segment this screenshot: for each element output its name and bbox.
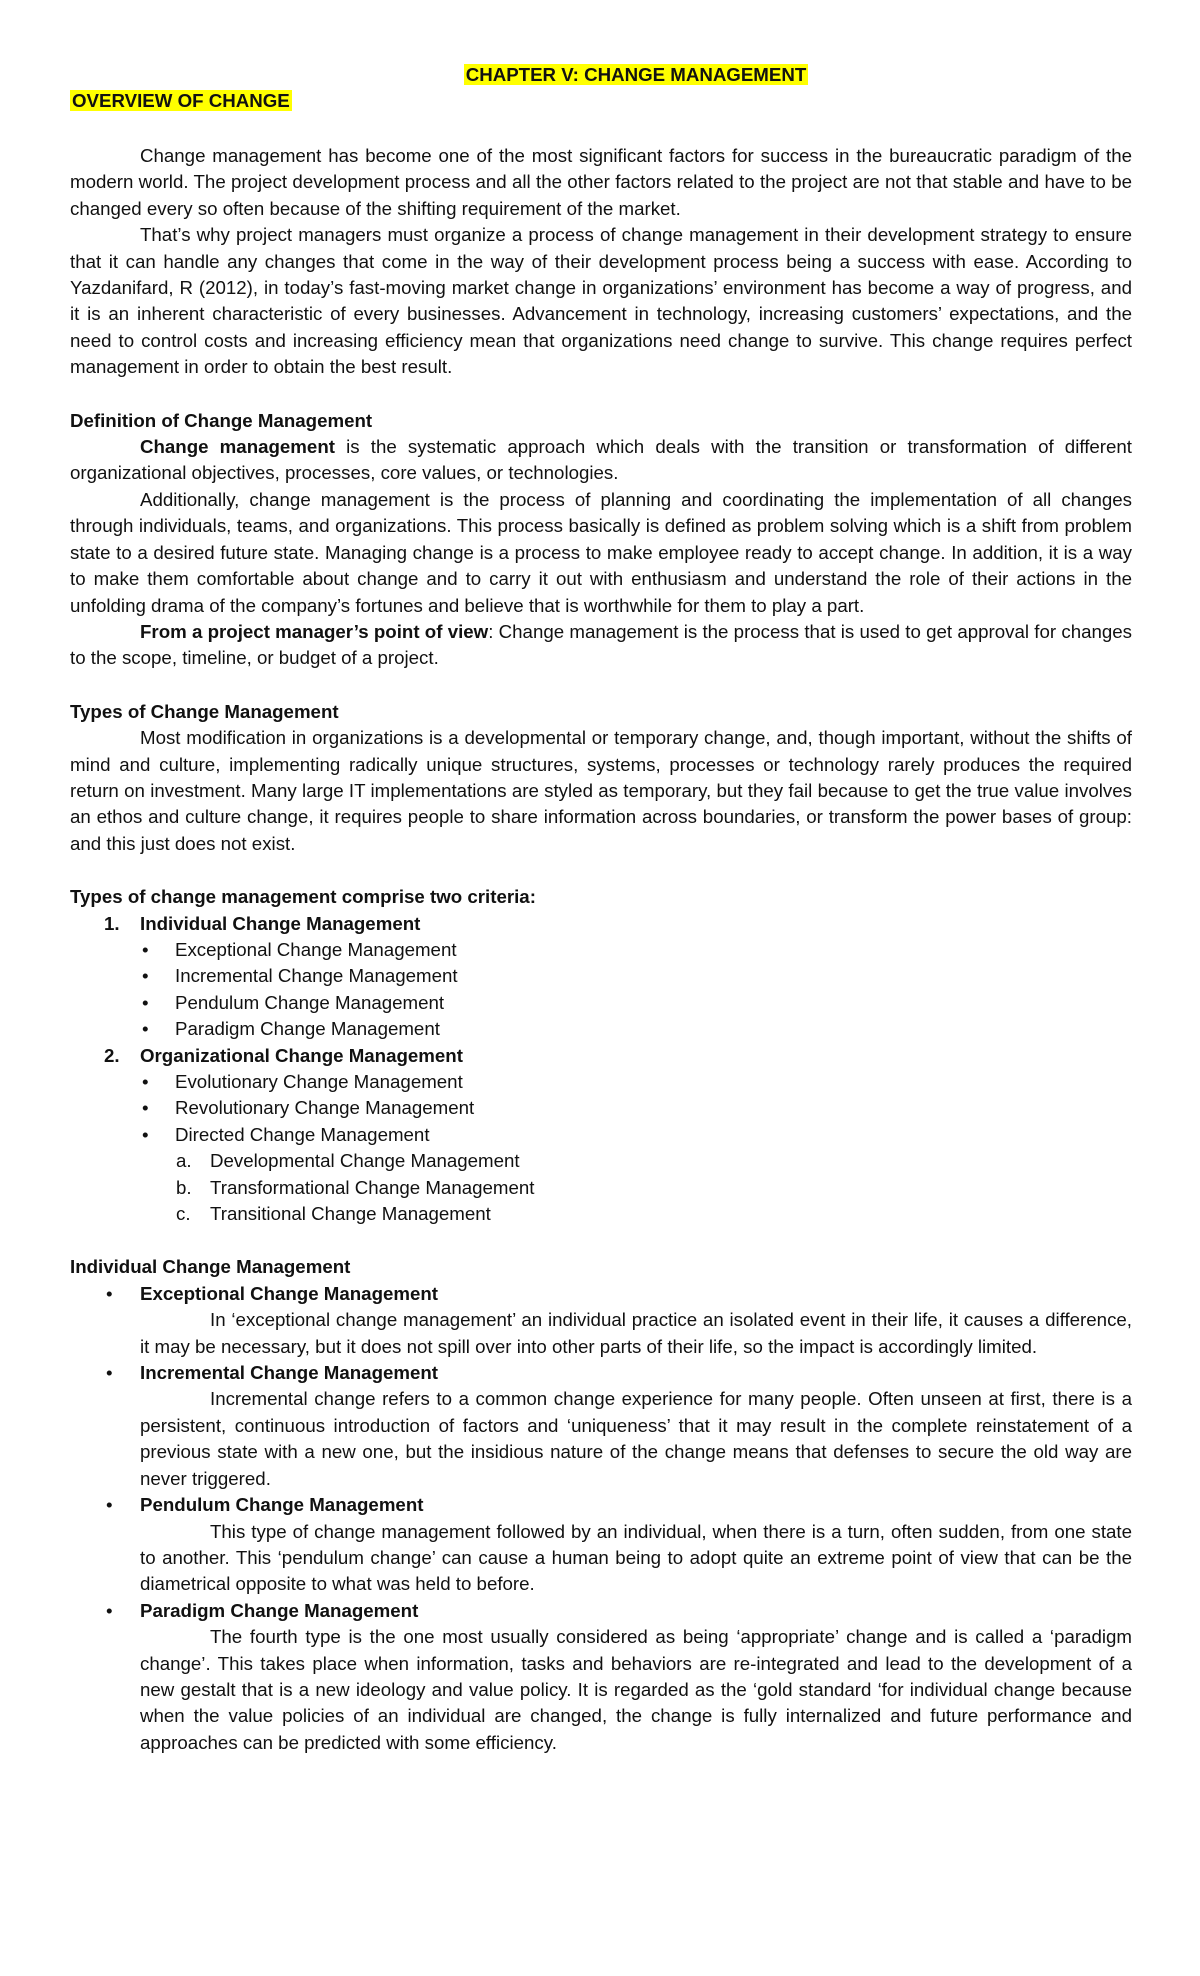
pm-view-term: From a project manager’s point of view	[140, 620, 489, 642]
pm-view-text: : Change management is the process that is used to get approval for changes to the scope, timeline, or budget of a project.	[70, 620, 1132, 669]
list-item: • Exceptional Change Management	[140, 937, 1132, 963]
criteria-number: 1.	[104, 912, 120, 934]
types-heading: Types of Change Management	[70, 700, 339, 722]
individual-heading: Individual Change Management	[70, 1256, 351, 1278]
definition-paragraph: Additionally, change management is the process of planning and coordinating the implementation of all changes through individuals, teams, and organizations. This process basically is defined as problem solving which is a shift from problem state to a desired future state. Managing change is a process to make employee ready to accept change. In addition, it is a way to make them comfortable about change and to carry it out with enthusiasm and understand the role of their actions in the unfolding drama of the company’s fortunes and believe that is worthwhile for them to play a part.	[70, 488, 1132, 616]
list-item: a. Developmental Change Management	[176, 1150, 520, 1172]
directed-sublist	[175, 1148, 1132, 1227]
document-page	[70, 62, 1132, 1756]
criteria-item	[70, 1043, 1132, 1228]
chapter-title-row	[140, 62, 1132, 88]
section-item	[70, 1492, 1132, 1598]
bullet-icon: •	[142, 1097, 149, 1119]
bullet-icon: •	[106, 1494, 113, 1516]
criteria-number: 2.	[104, 1044, 120, 1066]
list-item: • Directed Change Management a. Developmental Change Management b. Transformational Change Management c. Transitional Change Management	[140, 1122, 1132, 1228]
section-title: Exceptional Change Management	[140, 1282, 439, 1304]
section-text: Incremental change refers to a common change experience for many people. Often unseen at first, there is a persistent, continuous introduction of factors and ‘uniqueness’ that it may result in the complete reinstatement of a previous state with a new one, but the insidious nature of the change means that defenses to secure the old way are never triggered.	[140, 1388, 1132, 1489]
criteria-item	[70, 911, 1132, 1043]
definition-paragraph	[70, 434, 1132, 487]
criteria-sublist	[140, 1069, 1132, 1227]
types-paragraph: Most modification in organizations is a developmental or temporary change, and, though important, without the shifts of mind and culture, implementing radically unique structures, systems, processes or technology rarely produces the required return on investment. Many large IT implementations are styled as temporary, but they fail because to get the true value involves an ethos and culture change, it requires people to share information across boundaries, or transform the power bases of group: and this just does not exist.	[70, 727, 1132, 854]
criteria-label: Individual Change Management	[140, 912, 421, 934]
bullet-icon: •	[142, 1018, 149, 1040]
chapter-title: CHAPTER V: CHANGE MANAGEMENT	[465, 64, 807, 85]
list-item: • Revolutionary Change Management	[140, 1095, 1132, 1121]
section-text: This type of change management followed by an individual, when there is a turn, often sudden, from one state to another. This ‘pendulum change’ can cause a human being to adopt quite an extreme point of view that can be the diametrical opposite to what was held to before.	[140, 1520, 1132, 1595]
criteria-list	[70, 911, 1132, 1228]
bullet-icon: •	[106, 1362, 113, 1384]
bullet-icon: •	[142, 1071, 149, 1092]
criteria-label: Organizational Change Management	[140, 1044, 463, 1066]
criteria-heading: Types of change management comprise two criteria:	[70, 886, 536, 908]
bullet-icon: •	[142, 1123, 149, 1145]
overview-paragraph: That’s why project managers must organize a process of change management in their development strategy to ensure that it can handle any changes that come in the way of their development process being a success with ease. According to Yazdanifard, R (2012), in today’s fast-moving market change in organizations’ environment has become a way of progress, and it is an inherent characteristic of every businesses. Advancement in technology, increasing customers’ expectations, and the need to control costs and increasing efficiency mean that organizations need change to survive. This change requires perfect management in order to obtain the best result.	[70, 224, 1132, 378]
list-item: • Evolutionary Change Management	[140, 1069, 1132, 1095]
list-item: • Pendulum Change Management	[140, 990, 1132, 1016]
bullet-icon: •	[106, 1599, 113, 1621]
bullet-icon: •	[142, 991, 149, 1013]
section-title: Incremental Change Management	[140, 1362, 439, 1384]
individual-sections	[70, 1281, 1132, 1756]
list-item: • Incremental Change Management	[140, 963, 1132, 989]
section-item	[70, 1281, 1132, 1360]
list-item: • Paradigm Change Management	[140, 1016, 1132, 1042]
section-text: The fourth type is the one most usually considered as being ‘appropriate’ change and is called a ‘paradigm change’. This takes place when information, tasks and behaviors are re-integrated and lead to the development of a new gestalt that is a new ideology and value policy. It is regarded as the ‘gold standard ‘for individual change because when the value policies of an individual are changed, the change is fully internalized and future performance and approaches can be predicted with some efficiency.	[140, 1626, 1132, 1753]
section-item	[70, 1598, 1132, 1756]
list-item: b. Transformational Change Management	[176, 1176, 535, 1198]
definition-heading: Definition of Change Management	[70, 409, 373, 431]
section-title: Paradigm Change Management	[140, 1599, 419, 1621]
overview-heading-row	[70, 88, 1132, 116]
overview-paragraph: Change management has become one of the most significant factors for success in the bureaucratic paradigm of the modern world. The project development process and all the other factors related to the project are not that stable and have to be changed every so often because of the shifting requirement of the market.	[70, 145, 1132, 219]
bullet-icon: •	[142, 938, 149, 960]
criteria-sublist	[140, 937, 1132, 1043]
section-item	[70, 1360, 1132, 1492]
bullet-icon: •	[106, 1282, 113, 1304]
overview-heading: OVERVIEW OF CHANGE	[72, 90, 290, 111]
section-text: In ‘exceptional change management’ an individual practice an isolated event in their life, it causes a difference, it may be necessary, but it does not spill over into other parts of their life, so the impact is accordingly limited.	[140, 1309, 1132, 1357]
section-title: Pendulum Change Management	[140, 1494, 424, 1516]
definition-term: Change management	[140, 436, 335, 458]
definition-text: is the systematic approach which deals with the transition or transformation of different organizational objectives, processes, core values, or technologies.	[70, 436, 1132, 484]
bullet-icon: •	[142, 965, 149, 987]
list-item: c. Transitional Change Management	[176, 1203, 491, 1225]
definition-paragraph	[70, 619, 1132, 672]
